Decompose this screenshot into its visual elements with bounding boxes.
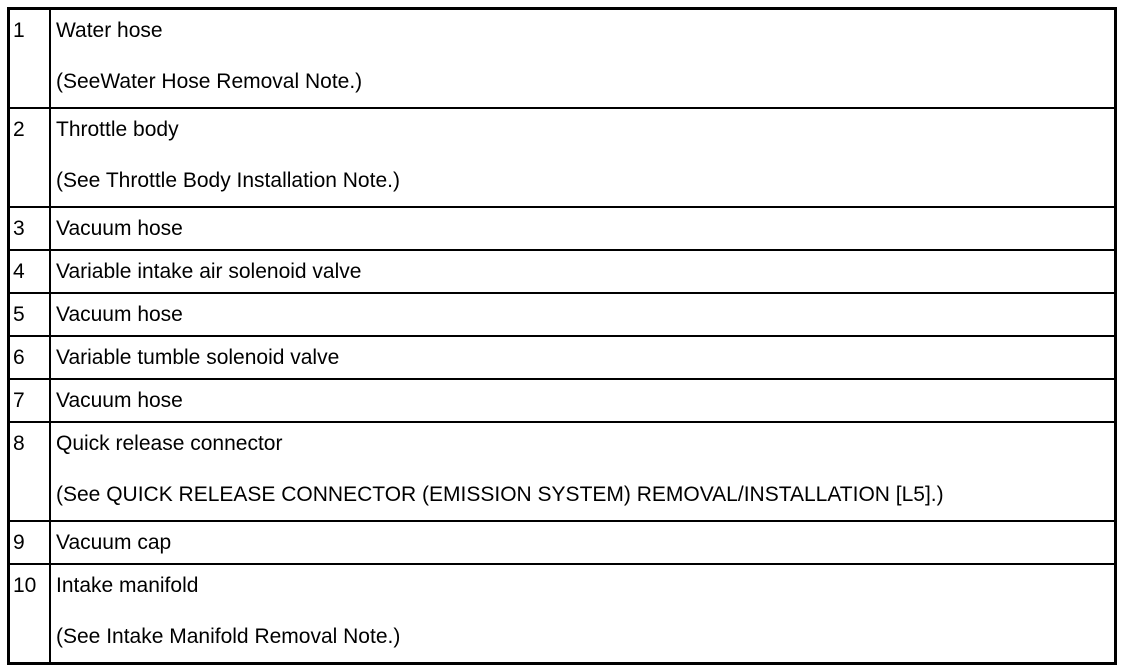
part-description — [50, 379, 1116, 422]
part-description — [50, 250, 1116, 293]
part-number-text: 4 — [13, 260, 25, 283]
part-note: (See Throttle Body Installation Note.) — [56, 169, 400, 192]
part-description — [50, 422, 1116, 521]
table-row — [9, 379, 1116, 422]
part-number — [9, 9, 51, 109]
table-row — [9, 521, 1116, 564]
parts-table-body — [9, 9, 1116, 664]
parts-table — [7, 7, 1117, 665]
part-name: Vacuum cap — [56, 531, 172, 554]
part-number — [9, 521, 51, 564]
part-name: Quick release connector — [56, 432, 283, 455]
part-name: Intake manifold — [56, 574, 199, 597]
part-number — [9, 207, 51, 250]
part-name: Variable intake air solenoid valve — [56, 260, 362, 283]
part-description — [50, 293, 1116, 336]
part-name: Variable tumble solenoid valve — [56, 346, 340, 369]
table-row — [9, 564, 1116, 664]
part-name: Vacuum hose — [56, 303, 183, 326]
table-row — [9, 207, 1116, 250]
part-number — [9, 336, 51, 379]
part-number-text: 10 — [13, 574, 37, 597]
part-note: (See QUICK RELEASE CONNECTOR (EMISSION SYSTEM) REMOVAL/INSTALLATION [L5].) — [56, 483, 944, 506]
part-number-text: 9 — [13, 531, 25, 554]
part-description — [50, 564, 1116, 664]
part-description — [50, 108, 1116, 207]
part-name: Throttle body — [56, 118, 179, 141]
part-number — [9, 108, 51, 207]
part-number-text: 2 — [13, 118, 25, 141]
table-row — [9, 336, 1116, 379]
part-description — [50, 521, 1116, 564]
part-number-text: 3 — [13, 217, 25, 240]
part-note: (SeeWater Hose Removal Note.) — [56, 70, 363, 93]
part-number — [9, 422, 51, 521]
part-name: Vacuum hose — [56, 389, 183, 412]
part-number — [9, 379, 51, 422]
part-number-text: 7 — [13, 389, 25, 412]
part-name: Water hose — [56, 19, 163, 42]
part-number — [9, 250, 51, 293]
part-description — [50, 9, 1116, 109]
table-row — [9, 108, 1116, 207]
part-number — [9, 293, 51, 336]
part-description — [50, 207, 1116, 250]
part-number-text: 1 — [13, 19, 25, 42]
part-number-text: 6 — [13, 346, 25, 369]
table-row — [9, 9, 1116, 109]
table-row — [9, 422, 1116, 521]
part-number — [9, 564, 51, 664]
part-name: Vacuum hose — [56, 217, 183, 240]
part-number-text: 5 — [13, 303, 25, 326]
table-row — [9, 293, 1116, 336]
part-description — [50, 336, 1116, 379]
part-number-text: 8 — [13, 432, 25, 455]
table-row — [9, 250, 1116, 293]
part-note: (See Intake Manifold Removal Note.) — [56, 625, 401, 648]
